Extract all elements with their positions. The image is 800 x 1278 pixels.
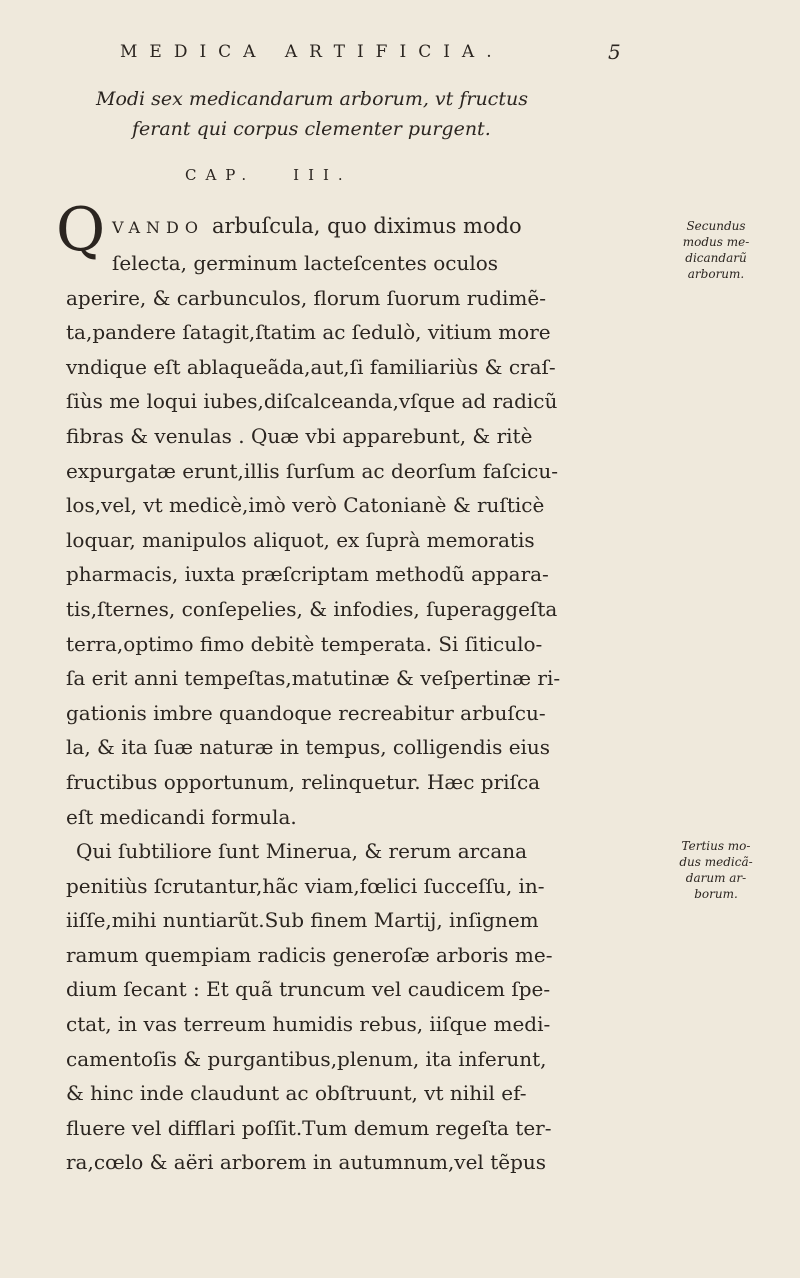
margin-note-line: Secundus bbox=[686, 219, 746, 233]
text-line: tis,ſternes, conſepelies, & infodies, ſuperaggeſta bbox=[66, 596, 558, 621]
text-line: fructibus opportunum, relinquetur. Hæc priſca bbox=[66, 769, 541, 794]
margin-note-line: darum ar- bbox=[685, 871, 747, 885]
text-line: los,vel, vt medicè,imò verò Catonianè & ruſticè bbox=[66, 493, 545, 518]
text-line: aperire, & carbunculos, florum ſuorum rudimẽ- bbox=[66, 285, 546, 310]
text-line: terra,optimo fimo debitè temperata. Si ſiticulo- bbox=[66, 631, 543, 656]
first-line-caps: VANDO bbox=[112, 218, 204, 237]
text-line: ramum quempiam radicis generoſæ arboris me- bbox=[66, 942, 553, 967]
page-number: 5 bbox=[608, 40, 621, 64]
margin-note-line: modus me- bbox=[682, 235, 750, 249]
chapter-subtitle-line-2: ferant qui corpus clementer purgent. bbox=[132, 118, 491, 140]
text-line: vndique eſt ablaqueãda,aut,ſi familiariùs & craſ- bbox=[66, 354, 556, 379]
margin-note-line: dus medicã- bbox=[679, 855, 753, 869]
margin-note-line: borum. bbox=[694, 887, 738, 901]
margin-note-second-method bbox=[666, 218, 766, 282]
text-line: penitiùs ſcrutantur,hãc viam,fœlici ſucceſſu, in- bbox=[66, 873, 545, 898]
text-line: ſelecta, germinum lacteſcentes oculos bbox=[112, 251, 499, 275]
text-line: ta,pandere ſatagit,ſtatim ac ſedulò, vitium more bbox=[66, 320, 551, 345]
text-line: gationis imbre quandoque recreabitur arbuſcu- bbox=[66, 700, 546, 725]
text-line: ſiùs me loqui iubes,diſcalceanda,vſque ad radicũ bbox=[66, 389, 558, 414]
text-line: expurgatæ erunt,illis ſurſum ac deorſum faſcicu- bbox=[66, 458, 558, 483]
running-head: MEDICA ARTIFICIA. bbox=[120, 42, 504, 62]
text-line: pharmacis, iuxta præſcriptam methodũ appara- bbox=[66, 562, 549, 587]
text-line: iiſſe,mihi nuntiarũt.Sub finem Martij, inſignem bbox=[66, 908, 539, 933]
margin-note-line: arborum. bbox=[687, 267, 745, 281]
text-line: fluere vel difflari poſſit.Tum demum regeſta ter- bbox=[66, 1115, 552, 1140]
chapter-label: CAP. bbox=[185, 166, 256, 184]
first-line-rest: arbuſcula, quo diximus modo bbox=[211, 214, 522, 238]
text-line: fibras & venulas . Quæ vbi apparebunt, & ritè bbox=[66, 423, 533, 448]
text-line: dium ſecant : Et quã truncum vel caudicem ſpe- bbox=[66, 977, 551, 1002]
chapter-subtitle-line-1: Modi sex medicandarum arborum, vt fructus bbox=[96, 88, 528, 110]
drop-cap: Q bbox=[56, 195, 106, 265]
text-line: ctat, in vas terreum humidis rebus, iiſque medi- bbox=[66, 1012, 551, 1037]
text-line: ra,cœlo & aëri arborem in autumnum,vel tẽpus bbox=[66, 1150, 547, 1175]
first-text-line bbox=[112, 214, 522, 238]
text-line: ſa erit anni tempeſtas,matutinæ & veſpertinæ ri- bbox=[66, 666, 561, 691]
chapter-heading bbox=[185, 166, 352, 184]
text-line: loquar, manipulos aliquot, ex ſuprà memoratis bbox=[66, 527, 535, 552]
text-line: la, & ita ſuæ naturæ in tempus, colligendis eius bbox=[66, 735, 551, 760]
text-line: camentoſis & purgantibus,plenum, ita inferunt, bbox=[66, 1046, 547, 1071]
chapter-number: III. bbox=[293, 166, 352, 184]
margin-note-line: Tertius mo- bbox=[681, 839, 751, 853]
text-line: & hinc inde claudunt ac obſtruunt, vt nihil ef- bbox=[66, 1081, 527, 1106]
margin-note-line: dicandarũ bbox=[685, 251, 747, 265]
text-line: eſt medicandi formula. bbox=[66, 804, 297, 829]
text-line: Qui ſubtiliore ſunt Mineruа, & rerum arcana bbox=[76, 839, 528, 864]
margin-note-third-method bbox=[666, 838, 766, 902]
body-text bbox=[66, 246, 616, 1180]
